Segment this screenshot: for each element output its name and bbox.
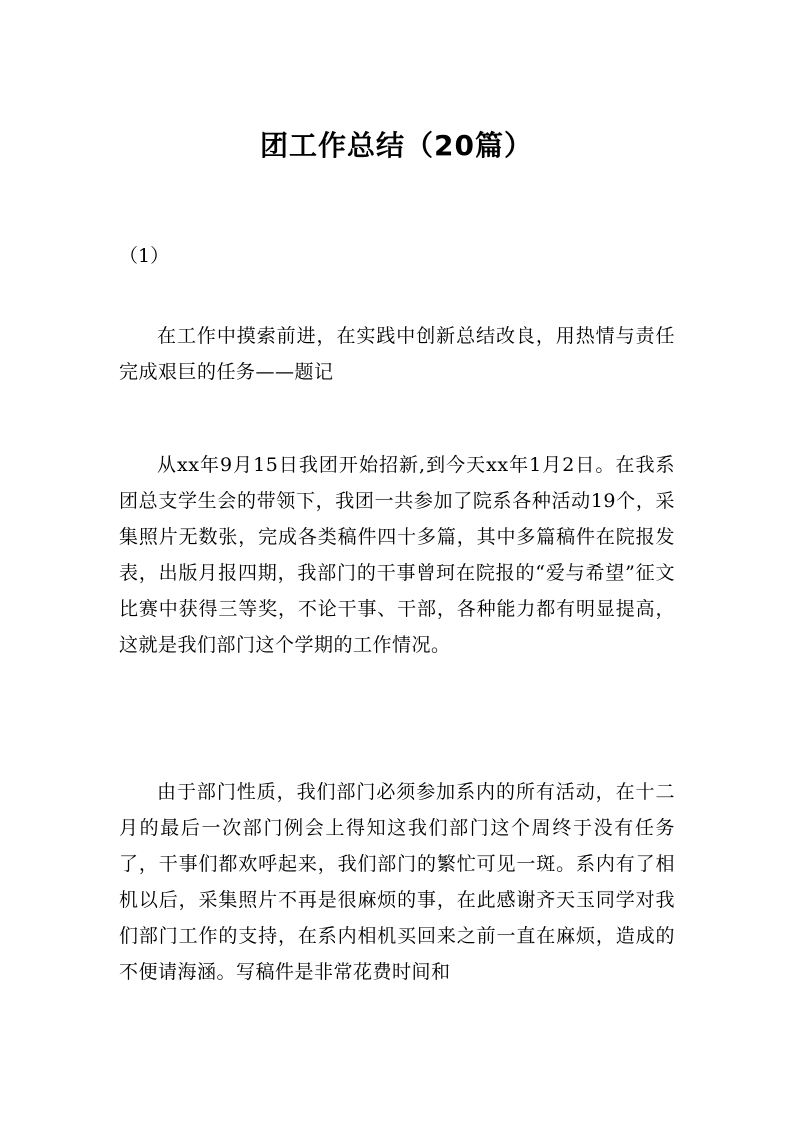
paragraph-body-2: 由于部门性质，我们部门必须参加系内的所有活动，在十二月的最后一次部门例会上得知这我们部门这个周终于没有任务了，干事们都欢呼起来，我们部门的繁忙可见一斑。系内有了相机以后，采集照片不再是很麻烦的事，在此感谢齐天玉同学对我们部门工作的支持，在系内相机买回来之前一直在麻烦，造成的不便请海涵。写稿件是非常花费时间和 <box>119 781 675 983</box>
paragraph-epigraph: 在工作中摸索前进，在实践中创新总结改良，用热情与责任完成艰巨的任务——题记 <box>119 325 675 383</box>
section-number: （1） <box>119 245 170 267</box>
paragraph-body-1: 从xx年9月15日我团开始招新,到今天xx年1月2日。在我系团总支学生会的带领下，我团一共参加了院系各种活动19个，采集照片无数张，完成各类稿件四十多篇，其中多篇稿件在院报发表，出版月报四期，我部门的干事曾珂在院报的“爱与希望”征文比赛中获得三等奖，不论干事、干部，各种能力都有明显提高，这就是我们部门这个学期的工作情况。 <box>119 454 675 656</box>
document-title: 团工作总结（20篇） <box>260 129 533 162</box>
